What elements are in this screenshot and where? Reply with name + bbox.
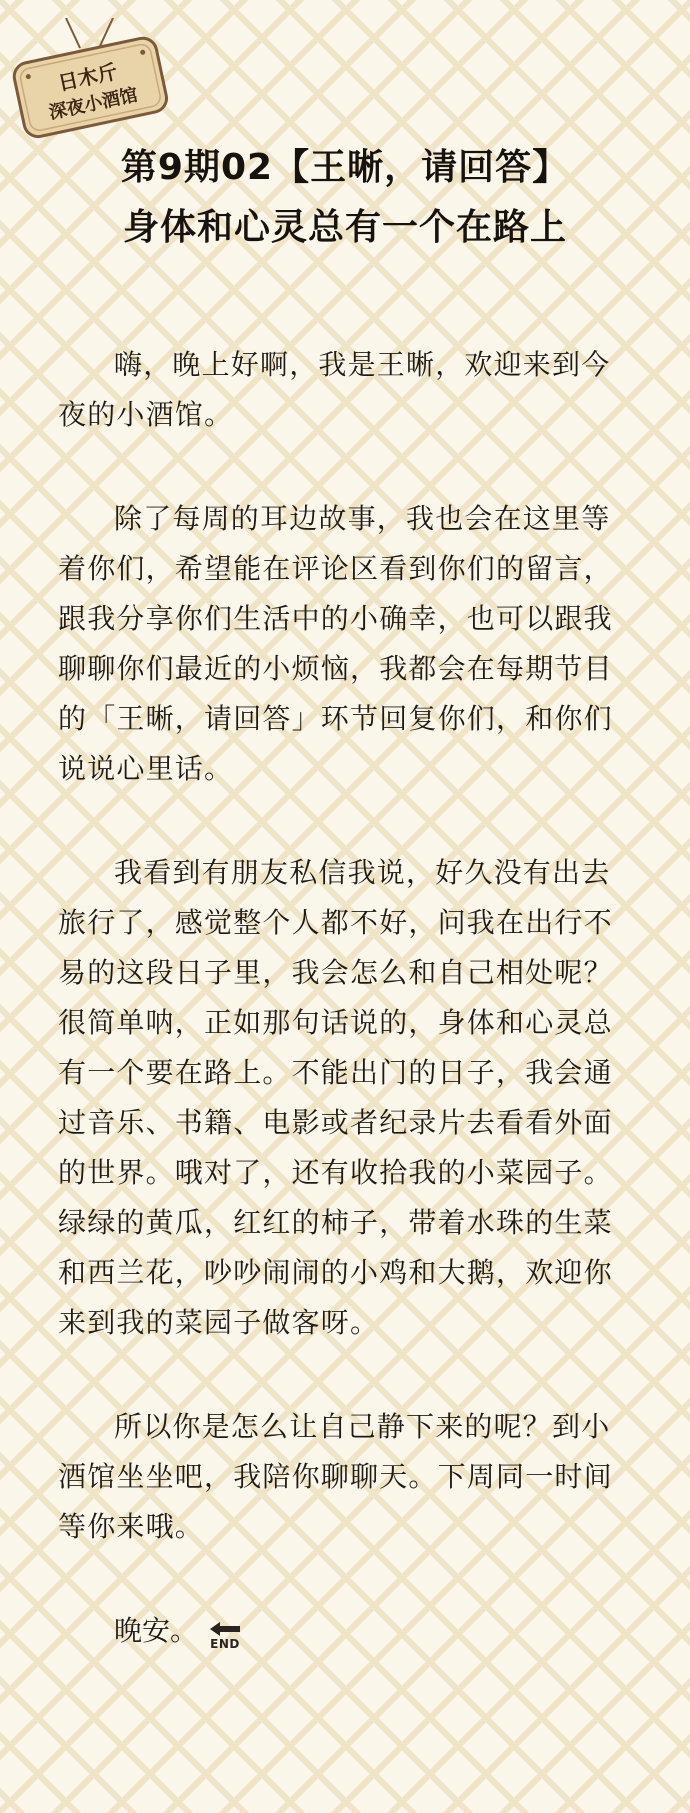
paragraph-greeting: 嗨，晚上好啊，我是王晰，欢迎来到今夜的小酒馆。: [58, 348, 611, 431]
arrow-left-icon: [208, 1620, 242, 1638]
logo-sign-icon: [8, 18, 173, 143]
paragraph-travel: 我看到有朋友私信我说，好久没有出去旅行了，感觉整个人都不好，问我在出行不易的这段日子里，我会怎么和自己相处呢？很简单呐，正如那句话说的，身体和心灵总有一个要在路上。不能出门的日子，我会通过音乐、书籍、电影或者纪录片去看看外面的世界。哦对了，还有收拾我的小菜园子。绿绿的黄瓜，红红的柿子，带着水珠的生菜和西兰花，吵吵闹闹的小鸡和大鹅，欢迎你来到我的菜园子做客呀。: [58, 856, 613, 1339]
logo-text-2: 深夜小酒馆: [47, 84, 140, 124]
logo-sign: [8, 18, 173, 143]
page-title-line-2: 身体和心灵总有一个在路上: [122, 207, 567, 248]
signoff: [58, 1606, 632, 1656]
end-label: END: [210, 1637, 240, 1651]
title-block: [58, 138, 632, 258]
signoff-text: 晚安。: [114, 1614, 199, 1647]
end-mark: [208, 1620, 242, 1650]
paragraph-invitation: 所以你是怎么让自己静下来的呢？到小酒馆坐坐吧，我陪你聊聊天。下周同一时间等你来哦。: [58, 1410, 613, 1543]
page-title-line-1: 第9期02【王晰，请回答】: [120, 147, 570, 188]
article-body: [58, 340, 632, 1656]
paragraph-comments: 除了每周的耳边故事，我也会在这里等着你们，希望能在评论区看到你们的留言，跟我分享你们生活中的小确幸，也可以跟我聊聊你们最近的小烦恼，我都会在每期节目的「王晰，请回答」环节回复你们，和你们说说心里话。: [58, 502, 613, 785]
logo-text-1: 日木斤: [55, 59, 120, 96]
